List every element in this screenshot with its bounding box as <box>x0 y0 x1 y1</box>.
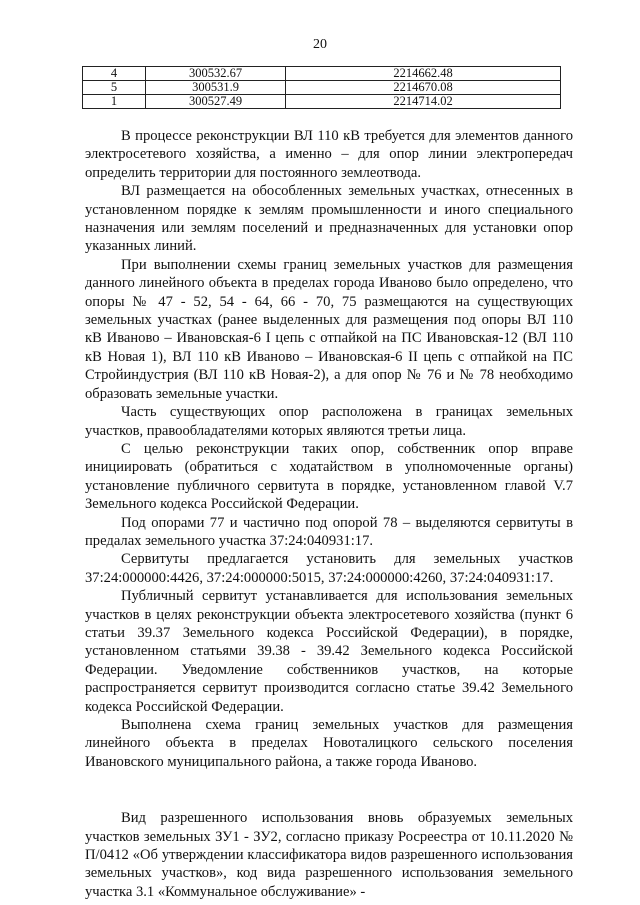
paragraph-permitted-use: Вид разрешенного использования вновь образуемых земельных участков земельных ЗУ1 - ЗУ2, согласно приказу Росреестра от 10.11.2020 № П/0412 «Об утверждении классификатора видов разрешенного использования земельных участков», код вида разрешенного использования земельного участка 3.1 «Коммунальное обслуживание» - <box>85 810 573 900</box>
paragraph-reconstruction: В процессе реконструкции ВЛ 110 кВ требуется для элементов данного электросетевого хозяйства, а именно – для опор линии электропередач определить территории для постоянного землеотвода. <box>85 128 573 181</box>
point-number-cell: 1 <box>83 95 146 109</box>
table-row <box>83 95 561 109</box>
table-row <box>83 81 561 95</box>
point-number-cell: 5 <box>83 81 146 95</box>
document-body <box>85 127 573 901</box>
paragraph-boundary-scheme: При выполнении схемы границ земельных участков для размещения данного линейного объекта в пределах города Иваново было определено, что опоры № 47 - 52, 54 - 64, 66 - 70, 75 размещаются на существующих земельных участках (ранее выделенных для размещения под опоры ВЛ 110 кВ Иваново – Ивановская-6 I цепь с отпайкой на ПС Ивановская-12 (ВЛ 110 кВ Новая 1), ВЛ 110 кВ Иваново – Ивановская-6 II цепь с отпайкой на ПС Стройиндустрия (ВЛ 110 кВ Новая-2), а для опор № 76 и № 78 необходимо образовать земельные участки. <box>85 256 573 402</box>
paragraph-land-plots: ВЛ размещается на обособленных земельных участках, отнесенных в установленном порядке к землям промышленности и иного специального назначения или землям поселений и предназначенных для установки опор указанных линий. <box>85 183 573 255</box>
page-number: 20 <box>313 37 327 52</box>
paragraph-third-parties: Часть существующих опор расположена в границах земельных участков, правообладателями которых являются третьи лица. <box>85 404 573 439</box>
x-coordinate-cell: 300531.9 <box>146 81 286 95</box>
y-coordinate-cell: 2214670.08 <box>286 81 561 95</box>
y-coordinate-cell: 2214714.02 <box>286 95 561 109</box>
paragraph-public-servitude-purpose: Публичный сервитут устанавливается для использования земельных участков в целях реконструкции объекта электросетевого хозяйства (пункт 6 статьи 39.37 Земельного кодекса Российской Федерации), в порядке, установленном статьями 39.38 - 39.42 Земельного кодекса Российской Федерации. Уведомление собственников участков, на которые распространяется сервитут производится согласно статье 39.42 Земельного кодекса Российской Федерации. <box>85 588 573 715</box>
paragraph-scheme-completed: Выполнена схема границ земельных участков для размещения линейного объекта в пределах Новоталицкого сельского поселения Ивановского муниципального района, а также города Иваново. <box>85 717 573 770</box>
table-row <box>83 67 561 81</box>
point-number-cell: 4 <box>83 67 146 81</box>
coordinates-table <box>82 66 561 109</box>
paragraph-servitudes-proposed: Сервитуты предлагается установить для земельных участков 37:24:000000:4426, 37:24:000000:5015, 37:24:000000:4260, 37:24:040931:17. <box>85 551 573 586</box>
x-coordinate-cell: 300532.67 <box>146 67 286 81</box>
paragraph-public-servitude-request: С целью реконструкции таких опор, собственник опор вправе инициировать (обратиться с ходатайством в уполномоченные органы) установление публичного сервитута в порядке, установленном главой V.7 Земельного кодекса Российской Федерации. <box>85 440 573 513</box>
y-coordinate-cell: 2214662.48 <box>286 67 561 81</box>
paragraph-servitudes-allocated: Под опорами 77 и частично под опорой 78 – выделяются сервитуты в предалах земельного участка 37:24:040931:17. <box>85 514 573 549</box>
x-coordinate-cell: 300527.49 <box>146 95 286 109</box>
